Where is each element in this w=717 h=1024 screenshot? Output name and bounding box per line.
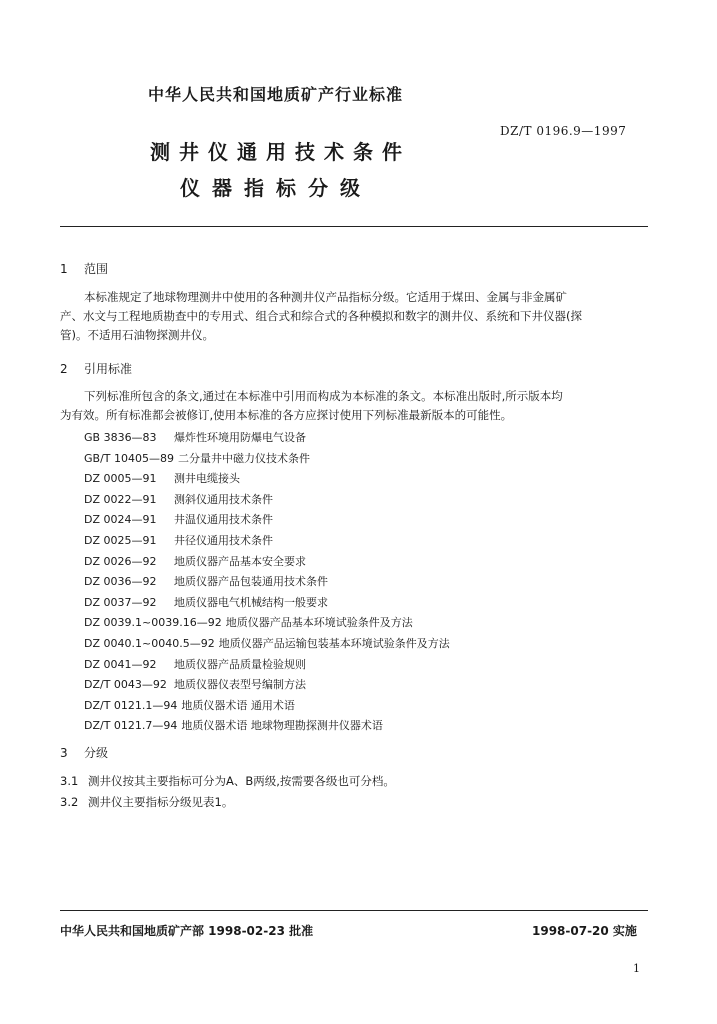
paragraph-line: 下列标准所包含的条文,通过在本标准中引用而构成为本标准的条文。本标准出版时,所示版本均 (84, 389, 563, 403)
reference-title: 测斜仪通用技术条件 (174, 492, 273, 506)
reference-item (84, 531, 450, 552)
section-1-body (60, 288, 648, 345)
reference-list (84, 428, 450, 737)
reference-item (84, 655, 450, 676)
section-number: 2 (60, 362, 68, 376)
reference-item (84, 449, 450, 470)
reference-code: DZ 0039.1~0039.16—92 (84, 616, 222, 630)
clause-text: 测井仪主要指标分级见表1。 (88, 795, 234, 809)
reference-title: 地质仪器产品基本环境试验条件及方法 (225, 616, 413, 630)
reference-title: 地质仪器产品基本安全要求 (174, 554, 306, 568)
reference-title: 地质仪器仪表型号编制方法 (174, 678, 306, 692)
reference-code: DZ 0025—91 (84, 533, 157, 547)
reference-title: 地质仪器术语 地球物理勘探测井仪器术语 (181, 719, 383, 733)
paragraph-line: 为有效。所有标准都会被修订,使用本标准的各方应探讨使用下列标准最新版本的可能性。 (60, 408, 513, 422)
reference-code: DZ 0024—91 (84, 513, 157, 527)
section-3-items (60, 772, 395, 812)
clause-text: 测井仪按其主要指标可分为A、B两级,按需要各级也可分档。 (88, 774, 395, 788)
clause-number: 3.2 (60, 795, 79, 809)
footer-divider (60, 910, 648, 911)
paragraph-line: 本标准规定了地球物理测井中使用的各种测井仪产品指标分级。它适用于煤田、金属与非金属矿 (84, 290, 567, 304)
document-title-line2: 仪器指标分级 (180, 176, 372, 200)
reference-title: 测井电缆接头 (174, 472, 240, 486)
section-2-heading (60, 360, 132, 377)
section-title: 分级 (84, 746, 109, 760)
issuing-body-header: 中华人民共和国地质矿产行业标准 (148, 85, 404, 104)
paragraph-line: 产、水文与工程地质勘查中的专用式、组合式和综合式的各种模拟和数字的测井仪、系统和下井仪器(探 (60, 309, 582, 323)
reference-title: 爆炸性环境用防爆电气设备 (174, 431, 306, 444)
reference-code: DZ 0022—91 (84, 492, 157, 506)
reference-title: 地质仪器产品运输包装基本环境试验条件及方法 (218, 636, 450, 650)
document-title-line1: 测井仪通用技术条件 (150, 140, 411, 164)
section-number: 1 (60, 262, 68, 276)
reference-code: DZ 0041—92 (84, 657, 157, 671)
reference-code: GB/T 10405—89 (84, 451, 174, 465)
reference-title: 井温仪通用技术条件 (174, 513, 273, 527)
reference-item (84, 716, 450, 737)
reference-title: 地质仪器产品质量检验规则 (174, 657, 306, 671)
reference-item (84, 613, 450, 634)
reference-item (84, 696, 450, 717)
reference-code: DZ 0005—91 (84, 472, 157, 486)
clause-number: 3.1 (60, 774, 79, 788)
approval-statement: 中华人民共和国地质矿产部 1998-02-23 批准 (60, 924, 314, 938)
reference-title: 二分量井中磁力仪技术条件 (177, 451, 310, 465)
reference-code: DZ/T 0121.7—94 (84, 719, 178, 733)
clause-item (60, 793, 395, 812)
standard-code: DZ/T 0196.9—1997 (500, 124, 627, 138)
section-2-intro (60, 387, 648, 425)
header-divider (60, 226, 648, 227)
reference-title: 地质仪器术语 通用术语 (181, 698, 295, 712)
reference-title: 地质仪器电气机械结构一般要求 (174, 595, 328, 609)
reference-item (84, 469, 450, 490)
section-title: 引用标准 (84, 362, 133, 376)
reference-code: DZ 0040.1~0040.5—92 (84, 636, 215, 650)
section-number: 3 (60, 746, 68, 760)
implementation-date: 1998-07-20 实施 (532, 924, 637, 938)
reference-code: DZ 0037—92 (84, 595, 157, 609)
reference-title: 地质仪器产品包装通用技术条件 (174, 575, 328, 589)
reference-item (84, 593, 450, 614)
reference-code: DZ/T 0121.1—94 (84, 698, 178, 712)
page-number: 1 (633, 962, 640, 975)
reference-item (84, 552, 450, 573)
reference-title: 井径仪通用技术条件 (174, 533, 273, 547)
reference-code: DZ 0036—92 (84, 575, 157, 589)
reference-code: DZ/T 0043—92 (84, 678, 167, 692)
reference-item (84, 510, 450, 531)
section-3-heading (60, 744, 108, 761)
section-title: 范围 (84, 262, 109, 276)
reference-code: DZ 0026—92 (84, 554, 157, 568)
clause-item (60, 772, 395, 791)
reference-item (84, 634, 450, 655)
reference-item (84, 572, 450, 593)
reference-item (84, 675, 450, 696)
reference-item (84, 428, 450, 449)
paragraph-line: 管)。不适用石油物探测井仪。 (60, 328, 214, 342)
reference-item (84, 490, 450, 511)
reference-code: GB 3836—83 (84, 431, 157, 444)
section-1-heading (60, 260, 108, 277)
